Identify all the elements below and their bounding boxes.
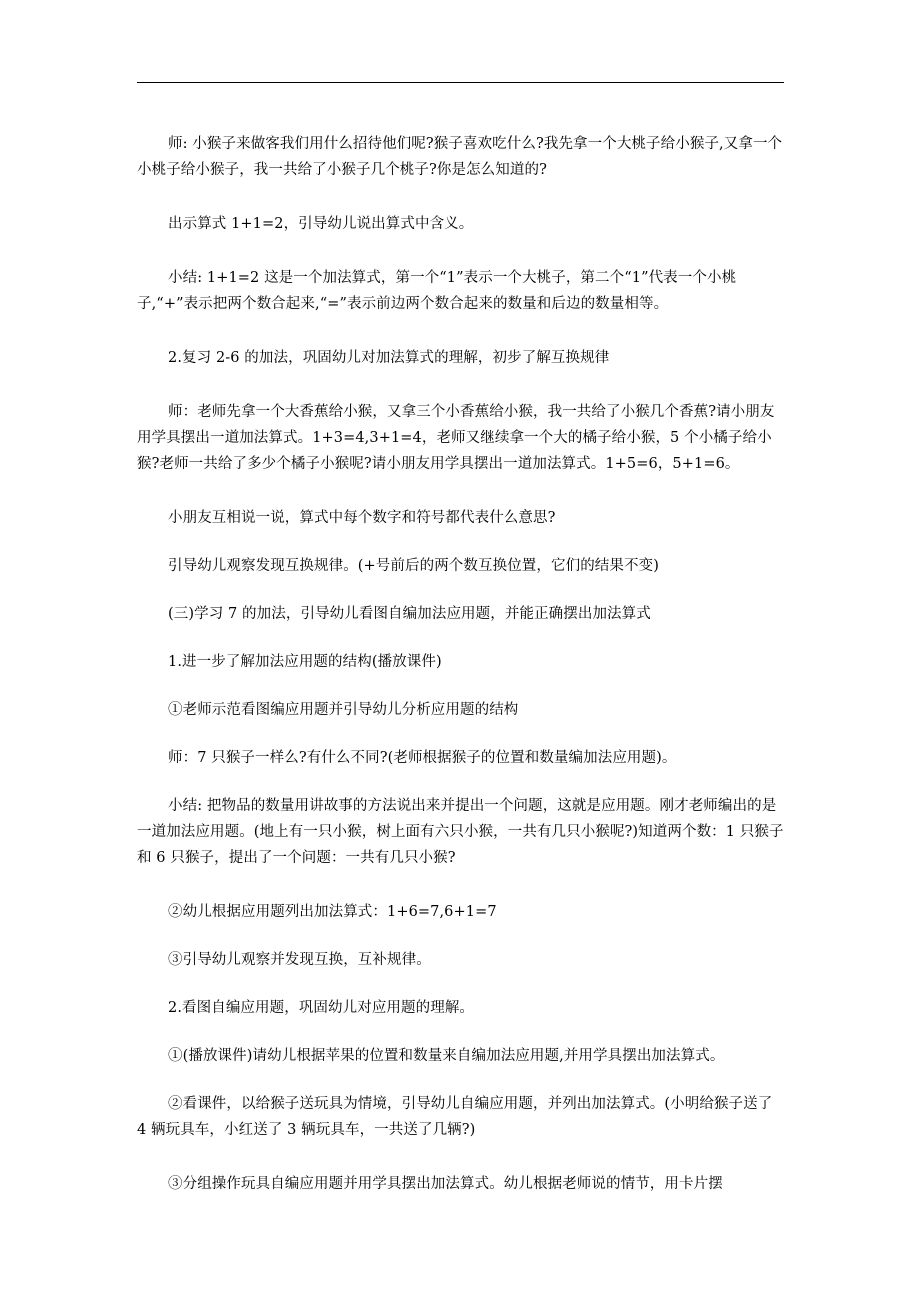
paragraph-teacher-demo: ①老师示范看图编应用题并引导幼儿分析应用题的结构 [168,702,519,718]
paragraph-review-2-6: 2.复习 2-6 的加法，巩固幼儿对加法算式的理解，初步了解互换规律 [168,350,610,366]
paragraph-show-formula: 出示算式 1+1=2，引导幼儿说出算式中含义。 [168,216,474,232]
paragraph-teacher-monkey-guests: 师: 小猴子来做客我们用什么招待他们呢?猴子喜欢吃什么?我先拿一个大桃子给小猴子,又拿一个小桃子给小猴子，我一共给了小猴子几个桃子?你是怎么知道的? [137,136,783,178]
paragraph-commutative-rule: 引导幼儿观察发现互换规律。(+号前后的两个数互换位置，它们的结果不变) [168,558,659,574]
paragraph-observe-rules: ③引导幼儿观察并发现互换，互补规律。 [168,952,431,968]
paragraph-summary-addition: 小结: 1+1=2 这是一个加法算式，第一个“1”表示一个大桃子，第二个“1”代表一个小桃子,“+”表示把两个数合起来,“=”表示前边两个数合起来的数量和后边的数量相等。 [137,270,737,312]
paragraph-group-activity: ③分组操作玩具自编应用题并用学具摆出加法算式。幼儿根据老师说的情节，用卡片摆 [168,1176,723,1192]
paragraph-apples: ①(播放课件)请幼儿根据苹果的位置和数量来自编加法应用题,并用学具摆出加法算式。 [168,1048,725,1064]
document-body [137,131,785,1225]
paragraph-self-compose: 2.看图自编应用题，巩固幼儿对应用题的理解。 [168,1000,475,1016]
paragraph-structure-intro: 1.进一步了解加法应用题的结构(播放课件) [168,654,442,670]
paragraph-seven-monkeys: 师：7 只猴子一样么?有什么不同?(老师根据猴子的位置和数量编加法应用题)。 [168,750,677,766]
paragraph-discuss-symbols: 小朋友互相说一说，算式中每个数字和符号都代表什么意思? [168,510,556,526]
paragraph-summary-word-problem: 小结: 把物品的数量用讲故事的方法说出来并提出一个问题，这就是应用题。刚才老师编出的是一道加法应用题。(地上有一只小猴，树上面有六只小猴，一共有几只小猴呢?)知道两个数：1 只猴子和 6 只猴子，提出了一个问题：一共有几只小猴? [137,798,784,866]
paragraph-teacher-bananas: 师：老师先拿一个大香蕉给小猴，又拿三个小香蕉给小猴，我一共给了小猴几个香蕉?请小朋友用学具摆出一道加法算式。1+3=4,3+1=4，老师又继续拿一个大的橘子给小猴，5 个小橘子给小猴?老师一共给了多少个橘子小猴呢?请小朋友用学具摆出一道加法算式。1+5=6，5+1=6。 [137,404,775,472]
paragraph-section-three: (三)学习 7 的加法，引导幼儿看图自编加法应用题，并能正确摆出加法算式 [168,606,651,622]
paragraph-toy-cars: ②看课件，以给猴子送玩具为情境，引导幼儿自编应用题，并列出加法算式。(小明给猴子送了 4 辆玩具车，小红送了 3 辆玩具车，一共送了几辆?) [137,1096,773,1138]
header-rule [137,82,784,83]
paragraph-list-formula: ②幼儿根据应用题列出加法算式：1+6=7,6+1=7 [168,904,497,920]
